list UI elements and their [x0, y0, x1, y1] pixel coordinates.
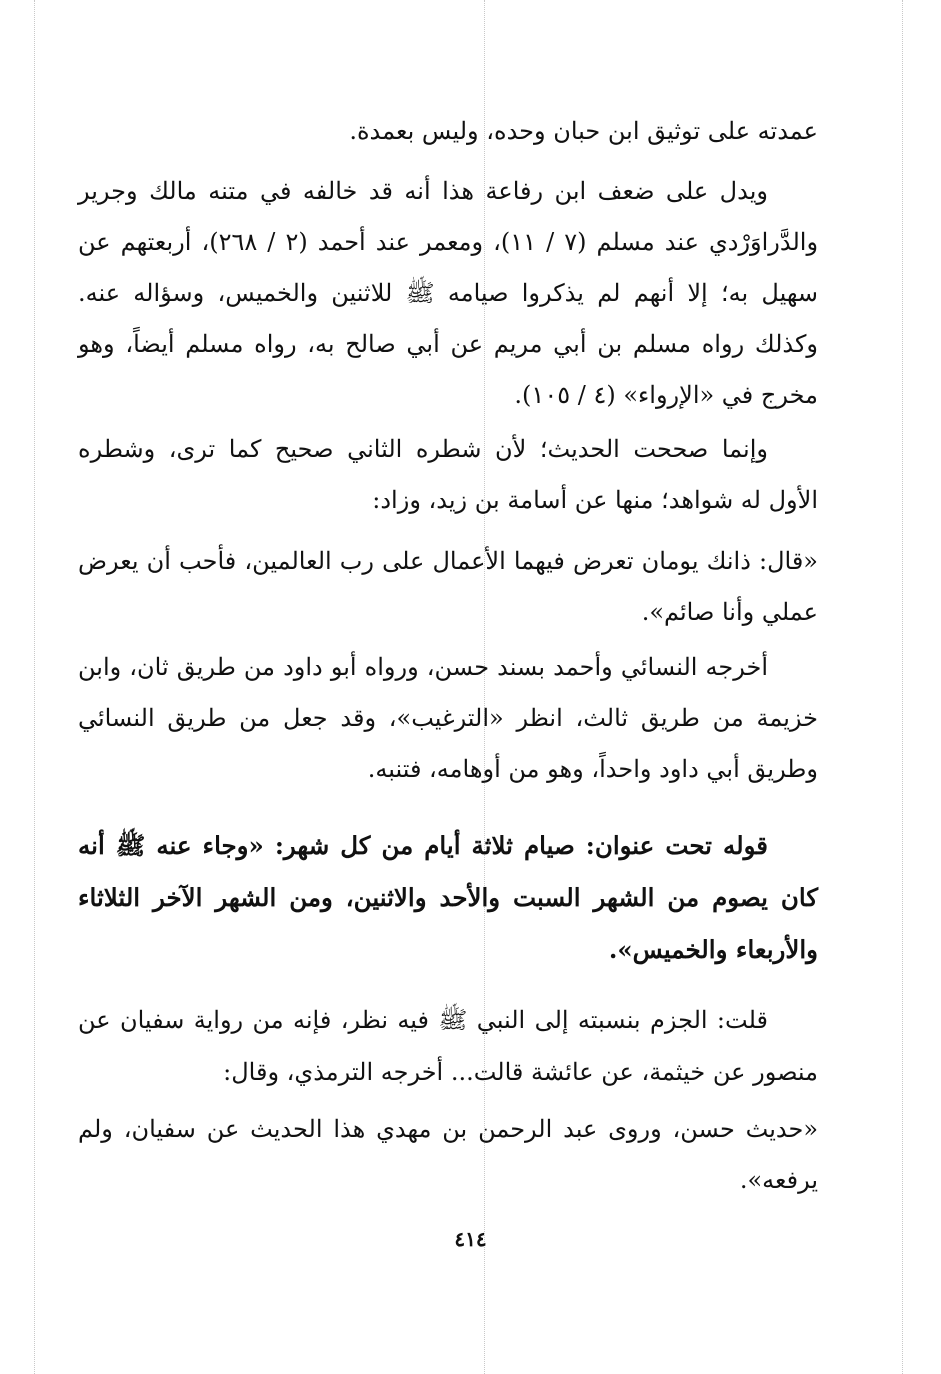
paragraph-ibn-rifaa-weakness: ويدل على ضعف ابن رفاعة هذا أنه قد خالفه في متنه مالك وجرير والدَّراوَرْدي عند مسلم (٧ / ١١)، ومعمر عند أحمد (٢ / ٢٦٨)، أربعتهم عن سهيل به؛ إلا أنهم لم يذكروا صيامه ﷺ للاثنين والخميس، وسؤاله عنه. وكذلك رواه مسلم بن أبي مريم عن أبي صالح به، رواه مسلم أيضاً، وهو مخرج في «الإرواء» (٤ / ١٠٥).	[78, 177, 819, 409]
scan-guide-line	[902, 0, 903, 1374]
scan-guide-line	[34, 0, 35, 1374]
section-heading-quote: قوله تحت عنوان: صيام ثلاثة أيام من كل شهر: «وجاء عنه ﷺ أنه كان يصوم من الشهر السبت والأحد والاثنين، ومن الشهر الآخر الثلاثاء والأربعاء والخميس».	[78, 831, 818, 964]
paragraph-commentary: قلت: الجزم بنسبته إلى النبي ﷺ فيه نظر، فإنه من رواية سفيان عن منصور عن خيثمة، عن عائشة قالت... أخرجه الترمذي، وقال:	[78, 1006, 818, 1086]
hadith-quote: «قال: ذانك يومان تعرض فيهما الأعمال على رب العالمين، فأحب أن يعرض عملي وأنا صائم».	[78, 547, 818, 626]
paragraph-continuation: عمدته على توثيق ابن حبان وحده، وليس بعمدة.	[349, 117, 818, 145]
tirmidhi-quote: «حديث حسن، وروى عبد الرحمن بن مهدي هذا الحديث عن سفيان، ولم يرفعه».	[78, 1115, 818, 1194]
paragraph-takhrij: أخرجه النسائي وأحمد بسند حسن، ورواه أبو داود من طريق ثان، وابن خزيمة من طريق ثالث، انظر «الترغيب»، وقد جعل من طريق النسائي وطريق أبي داود واحداً، وهو من أوهامه، فتنبه.	[78, 653, 818, 783]
page-number: ٤١٤	[454, 1227, 487, 1251]
paragraph-authentication: وإنما صححت الحديث؛ لأن شطره الثاني صحيح كما ترى، وشطره الأول له شواهد؛ منها عن أسامة بن زيد، وزاد:	[78, 435, 818, 514]
